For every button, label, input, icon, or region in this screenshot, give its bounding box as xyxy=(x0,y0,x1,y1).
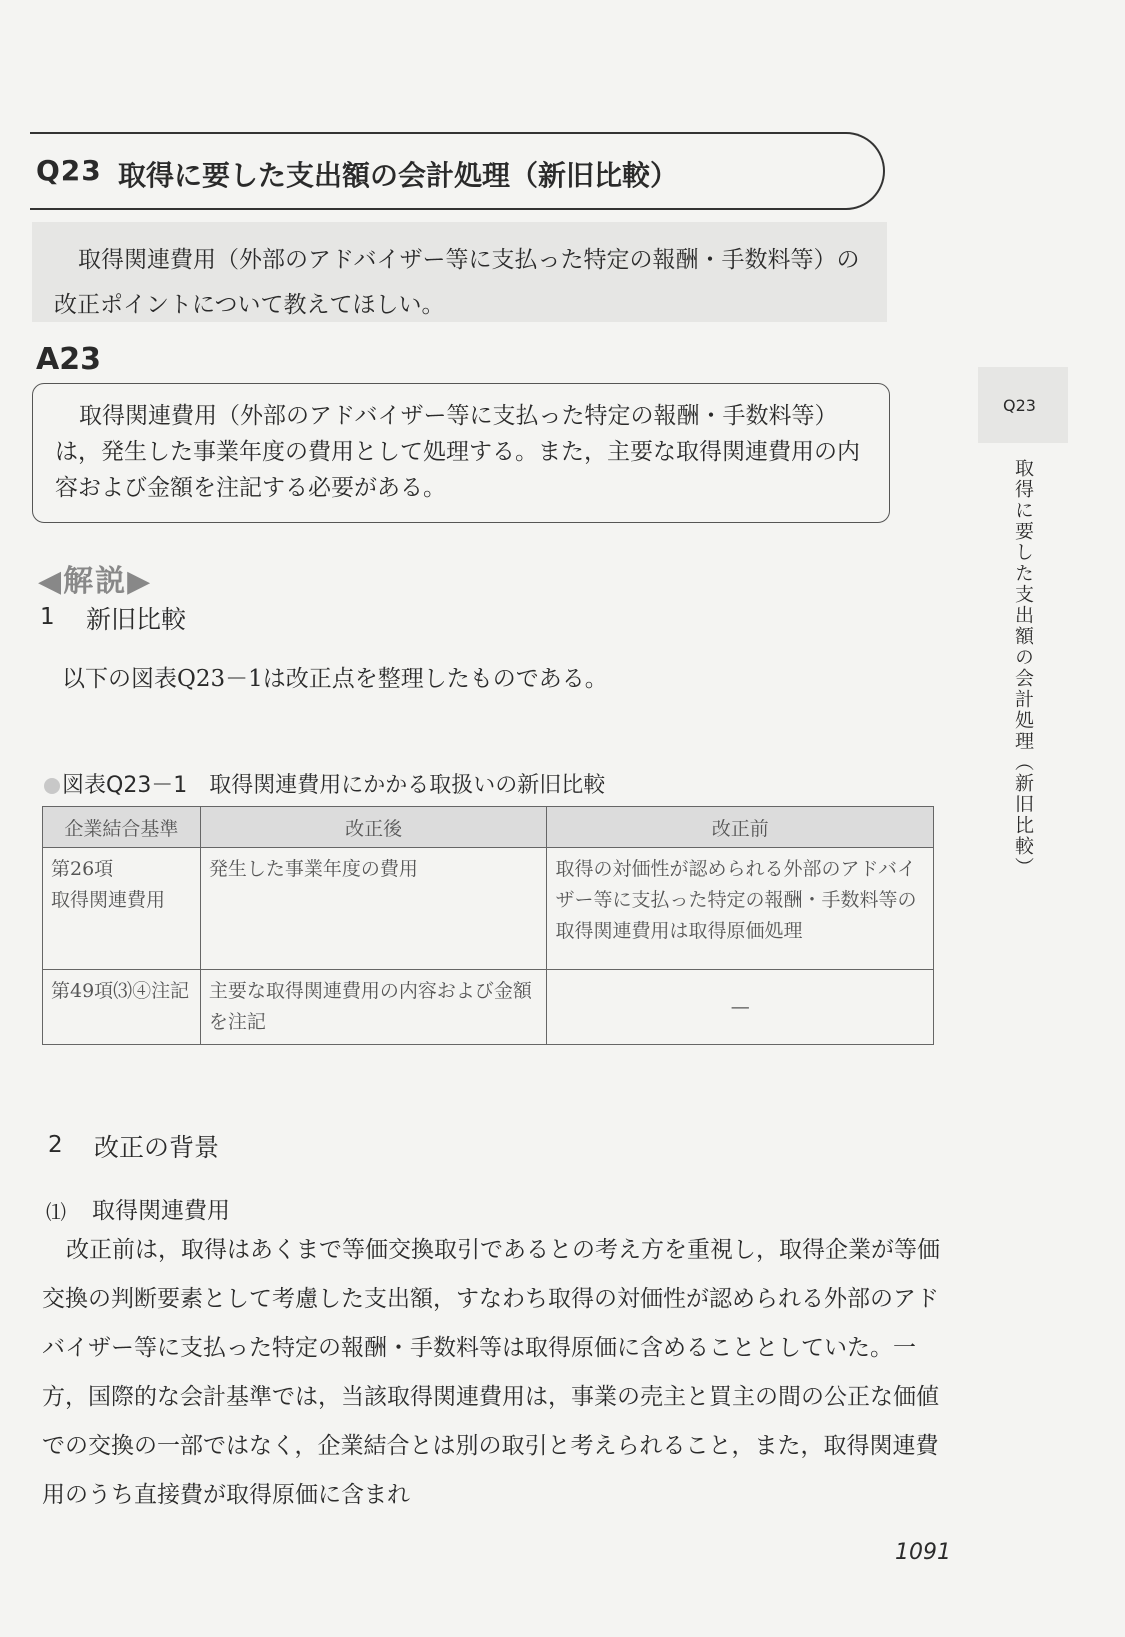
section2-title: 改正の背景 xyxy=(94,1133,220,1162)
table-cell-standard: 第49項⑶④注記 xyxy=(43,970,201,1045)
column-header: 改正後 xyxy=(200,807,547,848)
sidebar-title: 取得に要した支出額の会計処理（新旧比較） xyxy=(1012,458,1034,878)
figure-title xyxy=(44,768,605,799)
section1-number: 1 xyxy=(40,604,55,630)
question-label: Q23 xyxy=(36,154,102,187)
question-text: 取得関連費用（外部のアドバイザー等に支払った特定の報酬・手数料等）の改正ポイントについて教えてほしい。 xyxy=(54,247,860,318)
table-cell-standard: 第26項 取得関連費用 xyxy=(43,848,201,970)
page-number: 1091 xyxy=(895,1540,951,1565)
answer-label: A23 xyxy=(36,342,101,377)
table-cell-before: 取得の対価性が認められる外部のアドバイザー等に支払った特定の報酬・手数料等の取得関連費用は取得原価処理 xyxy=(547,848,934,970)
table-cell-before: — xyxy=(547,970,934,1045)
section1-intro: 以下の図表Q23－1は改正点を整理したものである。 xyxy=(62,666,608,692)
body-paragraph xyxy=(42,1226,942,1520)
question-box xyxy=(32,222,887,322)
answer-text: 取得関連費用（外部のアドバイザー等に支払った特定の報酬・手数料等）は，発生した事業年度の費用として処理する。また，主要な取得関連費用の内容および金額を注記する必要がある。 xyxy=(55,403,860,501)
body-paragraph-text: 改正前は，取得はあくまで等価交換取引であるとの考え方を重視し，取得企業が等価交換の判断要素として考慮した支出額，すなわち取得の対価性が認められる外部のアドバイザー等に支払った特定の報酬・手数料等は取得原価に含めることとしていた。一方，国際的な会計基準では，当該取得関連費用は，事業の売主と買主の間の公正な価値での交換の一部ではなく，企業結合とは別の取引と考えられること，また，取得関連費用のうち直接費が取得原価に含まれ xyxy=(42,1237,940,1508)
table-cell-after: 発生した事業年度の費用 xyxy=(200,848,547,970)
column-header: 改正前 xyxy=(547,807,934,848)
subsection1-title: 取得関連費用 xyxy=(92,1198,230,1224)
subsection1-number: ⑴ xyxy=(46,1200,66,1224)
question-header xyxy=(30,132,885,210)
answer-box xyxy=(32,383,890,523)
comparison-table xyxy=(42,806,934,1045)
figure-bullet-icon xyxy=(44,778,60,794)
table-row xyxy=(43,848,934,970)
figure-title-text: 図表Q23－1 取得関連費用にかかる取扱いの新旧比較 xyxy=(62,773,606,798)
table-row xyxy=(43,970,934,1045)
section2-number: 2 xyxy=(48,1132,63,1158)
section1-title: 新旧比較 xyxy=(86,605,187,634)
sidebar-label: Q23 xyxy=(1003,396,1036,415)
column-header: 企業結合基準 xyxy=(43,807,201,848)
table-cell-after: 主要な取得関連費用の内容および金額を注記 xyxy=(200,970,547,1045)
explanation-heading: ◀解説▶ xyxy=(38,564,153,599)
question-title: 取得に要した支出額の会計処理（新旧比較） xyxy=(118,159,679,192)
table-header-row xyxy=(43,807,934,848)
